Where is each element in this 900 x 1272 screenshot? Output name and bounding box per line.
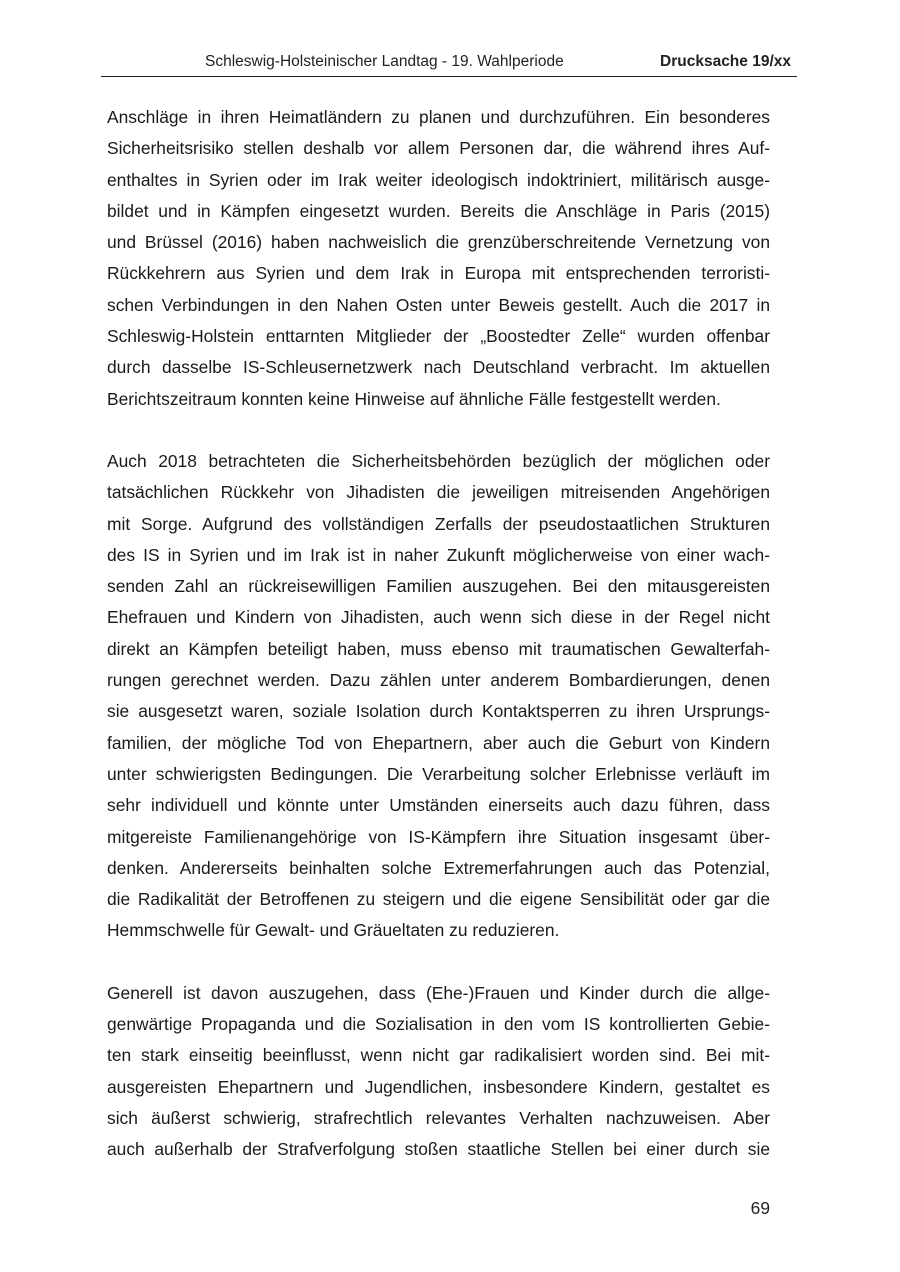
text-line: genwärtige Propaganda und die Sozialisation in den vom IS kontrollierten Gebie- (107, 1014, 770, 1035)
text-line: Berichtszeitraum konnten keine Hinweise auf ähnliche Fälle festgestellt werden. (107, 388, 721, 409)
header-title: Schleswig-Holsteinischer Landtag - 19. Wahlperiode (205, 53, 564, 70)
paragraph-2 (107, 446, 770, 947)
text-line: ten stark einseitig beeinflusst, wenn nicht gar radikalisiert worden sind. Bei mit- (107, 1045, 770, 1066)
text-line: denken. Andererseits beinhalten solche Extremerfahrungen auch das Potenzial, (107, 857, 770, 878)
text-line: senden Zahl an rückreisewilligen Familien auszugehen. Bei den mitausgereisten (107, 576, 770, 597)
text-line: die Radikalität der Betroffenen zu steigern und die eigene Sensibilität oder gar die (107, 889, 770, 910)
document-body (107, 102, 770, 1197)
text-line: durch dasselbe IS-Schleusernetzwerk nach Deutschland verbracht. Im aktuellen (107, 357, 770, 378)
text-line: direkt an Kämpfen beteiligt haben, muss ebenso mit traumatischen Gewalterfah- (107, 638, 770, 659)
text-line: Auch 2018 betrachteten die Sicherheitsbehörden bezüglich der möglichen oder (107, 450, 770, 471)
text-line: mit Sorge. Aufgrund des vollständigen Zerfalls der pseudostaatlichen Strukturen (107, 513, 770, 534)
text-line: Schleswig-Holstein enttarnten Mitglieder der „Boostedter Zelle“ wurden offenbar (107, 326, 770, 347)
text-line: und Brüssel (2016) haben nachweislich die grenzüberschreitende Vernetzung von (107, 232, 770, 253)
paragraph-3 (107, 978, 770, 1166)
text-line: rungen gerechnet werden. Dazu zählen unter anderem Bombardierungen, denen (107, 670, 770, 691)
text-line: bildet und in Kämpfen eingesetzt wurden. Bereits die Anschläge in Paris (2015) (107, 200, 770, 221)
text-line: auch außerhalb der Strafverfolgung stoßen staatliche Stellen bei einer durch sie (107, 1139, 770, 1160)
text-line: Generell ist davon auszugehen, dass (Ehe-)Frauen und Kinder durch die allge- (107, 982, 770, 1003)
text-line: Ehefrauen und Kindern von Jihadisten, auch wenn sich diese in der Regel nicht (107, 607, 770, 628)
text-line: enthaltes in Syrien oder im Irak weiter ideologisch indoktriniert, militärisch ausge- (107, 169, 770, 190)
text-line: sich äußerst schwierig, strafrechtlich relevantes Verhalten nachzuweisen. Aber (107, 1107, 770, 1128)
document-id: Drucksache 19/xx (660, 53, 791, 70)
text-line: Rückkehrern aus Syrien und dem Irak in Europa mit entsprechenden terroristi- (107, 263, 770, 284)
text-line: Hemmschwelle für Gewalt- und Gräueltaten zu reduzieren. (107, 920, 560, 941)
text-line: Anschläge in ihren Heimatländern zu planen und durchzuführen. Ein besonderes (107, 107, 770, 127)
paragraph-1 (107, 102, 770, 415)
text-line: tatsächlichen Rückkehr von Jihadisten die jeweiligen mitreisenden Angehörigen (107, 482, 770, 503)
page-number: 69 (750, 1198, 770, 1218)
text-line: des IS in Syrien und im Irak ist in naher Zukunft möglicherweise von einer wach- (107, 544, 770, 565)
text-line: unter schwierigsten Bedingungen. Die Verarbeitung solcher Erlebnisse verläuft im (107, 763, 770, 784)
page-header (101, 52, 797, 77)
text-line: sie ausgesetzt waren, soziale Isolation durch Kontaktsperren zu ihren Ursprungs- (107, 701, 770, 722)
text-line: mitgereiste Familienangehörige von IS-Kämpfern ihre Situation insgesamt über- (107, 826, 770, 847)
text-line: ausgereisten Ehepartnern und Jugendlichen, insbesondere Kindern, gestaltet es (107, 1076, 770, 1097)
text-line: familien, der mögliche Tod von Ehepartnern, aber auch die Geburt von Kindern (107, 732, 770, 753)
text-line: schen Verbindungen in den Nahen Osten unter Beweis gestellt. Auch die 2017 in (107, 294, 770, 315)
text-line: sehr individuell und könnte unter Umständen einerseits auch dazu führen, dass (107, 795, 770, 816)
text-line: Sicherheitsrisiko stellen deshalb vor allem Personen dar, die während ihres Auf- (107, 138, 770, 159)
